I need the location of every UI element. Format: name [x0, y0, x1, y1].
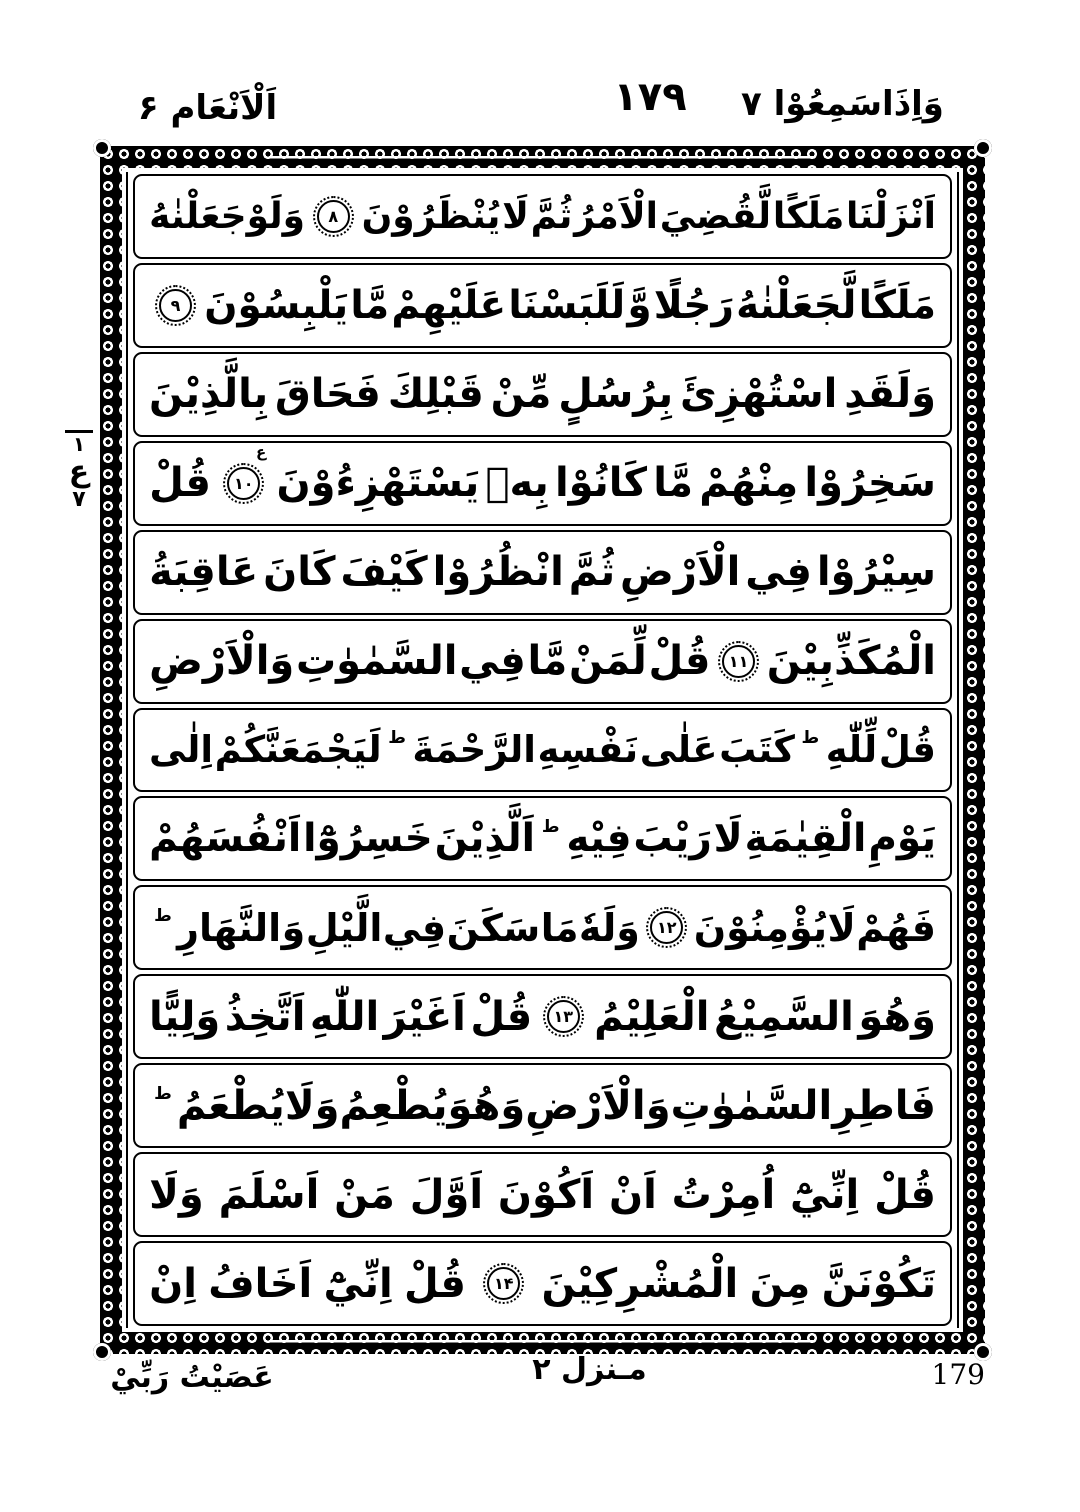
quran-word: اَخَافُ: [208, 1260, 313, 1307]
ruku-number-top: ۱: [65, 430, 93, 455]
quran-line: [133, 708, 952, 793]
ayah-number-marker: ۱۲: [650, 911, 683, 944]
text-rows: [126, 172, 959, 1328]
quran-word: رَيْبَ: [633, 816, 712, 862]
page-number-latin: 179: [931, 1358, 985, 1391]
quran-word: فِيْهِ: [566, 816, 632, 862]
quran-word: اللّٰهِ: [309, 993, 380, 1040]
quran-word: اِنِّيْٓ: [323, 1260, 393, 1307]
quran-line: [133, 1152, 952, 1237]
quran-word: السَّمٰوٰتِ: [295, 638, 458, 685]
ayah-number-marker: ۸: [317, 200, 350, 233]
quran-word: وَلَهٗ: [578, 905, 640, 950]
quran-word: يُطْعِمُ: [339, 1082, 448, 1129]
ruku-letter: ع: [68, 454, 90, 489]
ruku-sign: ع: [255, 442, 267, 461]
quran-word: يُنْظَرُوْنَ: [361, 195, 501, 237]
quran-word: بِرُسُلٍ: [558, 371, 674, 418]
quran-word: فِي: [382, 905, 447, 950]
quran-word: تَكُوْنَنَّ: [821, 1260, 936, 1307]
quran-word: اَوَّلَ: [409, 1171, 484, 1218]
quran-word: مَّا: [350, 282, 390, 328]
quran-word: اُمِرْتُ: [671, 1171, 776, 1218]
quran-word: وَلِيًّا: [149, 993, 221, 1040]
manzil-label: مـنزل ۲: [532, 1352, 647, 1387]
quran-line: [133, 441, 952, 526]
waqf-stop-mark: ط: [388, 727, 406, 748]
corner-flourish-icon: [974, 139, 992, 157]
quran-word: الْعَلِيْمُ: [594, 993, 710, 1040]
quran-word: مَا: [540, 905, 579, 950]
quran-line: [133, 174, 952, 259]
waqf-stop-mark: ط: [801, 727, 820, 748]
quran-word: يُؤْمِنُوْنَ: [693, 905, 828, 950]
quran-word: فَهُمْ: [856, 905, 936, 950]
quran-line: [133, 1241, 952, 1326]
quran-word: الرَّحْمَةَ: [412, 728, 536, 772]
quran-word: مَنْ: [334, 1171, 395, 1218]
quran-word: وَهُوَ: [447, 1082, 526, 1129]
quran-word: اِلٰى: [149, 728, 214, 772]
quran-word: الْاَمْرُ: [574, 195, 658, 237]
quran-line: [133, 352, 952, 437]
quran-word: اَنْزَلْنَا: [846, 195, 936, 237]
quran-word: لَا: [502, 195, 529, 237]
quran-word: نَفْسِهِ: [537, 728, 639, 772]
quran-word: اَسْلَمَ: [218, 1171, 320, 1218]
quran-word: لَّجَعَلْنٰهُ: [736, 282, 857, 328]
quran-word: انْظُرُوْا: [432, 549, 564, 596]
quran-line: [133, 530, 952, 615]
page-number-arabic: ۱۷۹: [613, 74, 687, 120]
ayah-number-marker: ۹: [159, 289, 192, 322]
quran-word: ثُمَّ: [530, 195, 573, 237]
quran-word: يَوْمِ: [868, 816, 936, 862]
quran-word: كَانَ: [263, 549, 336, 596]
quran-word: مَّا: [653, 460, 694, 507]
quran-line: [133, 885, 952, 970]
quran-word: يَسْتَهْزِءُوْنَ: [276, 460, 480, 507]
quran-word: كَانُوْا: [554, 460, 648, 507]
quran-word: اسْتُهْزِئَ: [680, 371, 838, 418]
quran-word: اَنْفُسَهُمْ: [149, 816, 302, 862]
quran-line: [133, 974, 952, 1059]
ruku-marker: [54, 430, 104, 511]
quran-line: [133, 619, 952, 704]
quran-word: الْمُكَذِّبِيْنَ: [766, 638, 936, 685]
ayah-number-marker: ۱۴: [487, 1267, 520, 1300]
quran-word: بِهٖ: [485, 460, 549, 507]
quran-line: [133, 796, 952, 881]
quran-word: مَلَكًا: [858, 282, 936, 328]
waqf-stop-mark: ط: [154, 905, 172, 926]
quran-word: فِي: [745, 549, 812, 596]
quran-word: فَاطِرِ: [832, 1082, 936, 1129]
ornamental-frame: [100, 146, 985, 1354]
quran-word: لَا: [827, 905, 856, 950]
quran-line: [133, 1063, 952, 1148]
ruku-number-bottom: ۷: [72, 487, 86, 512]
quran-word: قُلْ: [874, 1171, 936, 1218]
quran-word: مَلَكًا: [772, 195, 845, 237]
quran-word: سَكَنَ: [446, 905, 541, 950]
quran-word: لَلَبَسْنَا: [508, 282, 626, 328]
quran-word: قُلْ: [648, 638, 711, 685]
quran-word: عَلٰى: [639, 728, 718, 772]
ayah-number-marker: ۱۳: [547, 1000, 580, 1033]
waqf-stop-mark: ط: [541, 816, 560, 837]
quran-word: اَنْ: [608, 1171, 657, 1218]
quran-word: مِنَ: [749, 1260, 811, 1307]
quran-word: رَجُلًا: [653, 282, 734, 328]
quran-word: مَّا: [527, 638, 568, 685]
quran-word: الَّيْلِ: [305, 905, 383, 950]
ayah-number-marker: ۱۰ ع: [227, 467, 260, 500]
quran-word: اِنْ: [149, 1260, 197, 1307]
quran-word: كَتَبَ: [719, 728, 795, 772]
frame-inner: [122, 168, 963, 1332]
quran-word: اَتَّخِذُ: [224, 993, 306, 1040]
quran-word: عَلَيْهِمْ: [391, 282, 507, 328]
quran-word: لَّقُضِيَ: [659, 195, 772, 237]
quran-word: لِّلّٰهِ: [825, 728, 878, 772]
waqf-stop-mark: ط: [154, 1083, 172, 1104]
quran-word: وَهُوَ: [858, 993, 936, 1040]
quran-word: النَّهَارِ: [177, 905, 282, 950]
quran-word: اِنِّيْٓ: [790, 1171, 860, 1218]
quran-word: قَبْلِكَ: [387, 371, 484, 418]
corner-flourish-icon: [93, 139, 111, 157]
quran-word: وَلَقَدِ: [844, 371, 936, 418]
quran-word: خَسِرُوْٓا: [303, 816, 433, 862]
quran-word: وَ: [645, 1082, 671, 1129]
quran-word: عَاقِبَةُ: [149, 549, 259, 596]
quran-word: ثُمَّ: [568, 549, 616, 596]
quran-word: الْاَرْضِ: [620, 549, 741, 596]
quran-word: وَلَا: [149, 1171, 204, 1218]
quran-word: مِنْهُمْ: [699, 460, 799, 507]
quran-word: وَالْاَرْضِ: [149, 638, 295, 685]
quran-word: اَلَّذِيْنَ: [434, 816, 535, 862]
quran-word: فِي: [459, 638, 526, 685]
surah-title: اَلْاَنْعَام ۶: [137, 88, 278, 128]
quran-word: سَخِرُوْا: [804, 460, 936, 507]
quran-word: فَحَاقَ: [275, 371, 381, 418]
quran-word: بِالَّذِيْنَ: [149, 371, 269, 418]
quran-word: لَيَجْمَعَنَّكُمْ: [214, 728, 382, 772]
quran-word: لِّمَنْ: [568, 638, 647, 685]
quran-word: قُلْ: [149, 460, 211, 507]
quran-word: يَلْبِسُوْنَ: [204, 282, 349, 328]
quran-word: لَا: [713, 816, 743, 862]
quran-word: قُلْ: [404, 1260, 466, 1307]
quran-word: اَغَيْرَ: [383, 993, 466, 1040]
quran-word: مِّنْ: [490, 371, 552, 418]
quran-word: وَّ: [627, 282, 652, 328]
catchword: عَصَيْتُ رَبِّيْ: [110, 1360, 274, 1395]
quran-word: السَّمٰوٰتِ: [670, 1082, 833, 1129]
quran-word: قُلْ: [470, 993, 533, 1040]
quran-word: يُطْعَمُ: [176, 1082, 285, 1129]
quran-word: الْقِيٰمَةِ: [744, 816, 867, 862]
quran-word: الْمُشْرِكِيْنَ: [541, 1260, 739, 1307]
quran-word: وَلَوْجَعَلْنٰهُ: [149, 195, 306, 237]
quran-word: سِيْرُوْا: [816, 549, 936, 596]
quran-line: [133, 263, 952, 348]
quran-word: قُلْ: [878, 728, 936, 772]
juz-title: وَاِذَاسَمِعُوْا ۷: [741, 84, 944, 124]
quran-word: كَيْفَ: [340, 549, 428, 596]
quran-word: اَكُوْنَ: [497, 1171, 595, 1218]
ayah-number-marker: ۱۱: [722, 645, 755, 678]
corner-flourish-icon: [93, 1343, 111, 1361]
quran-word: وَلَا: [284, 1082, 340, 1129]
quran-word: وَ: [281, 905, 306, 950]
quran-word: السَّمِيْعُ: [713, 993, 854, 1040]
quran-word: الْاَرْضِ: [525, 1082, 646, 1129]
